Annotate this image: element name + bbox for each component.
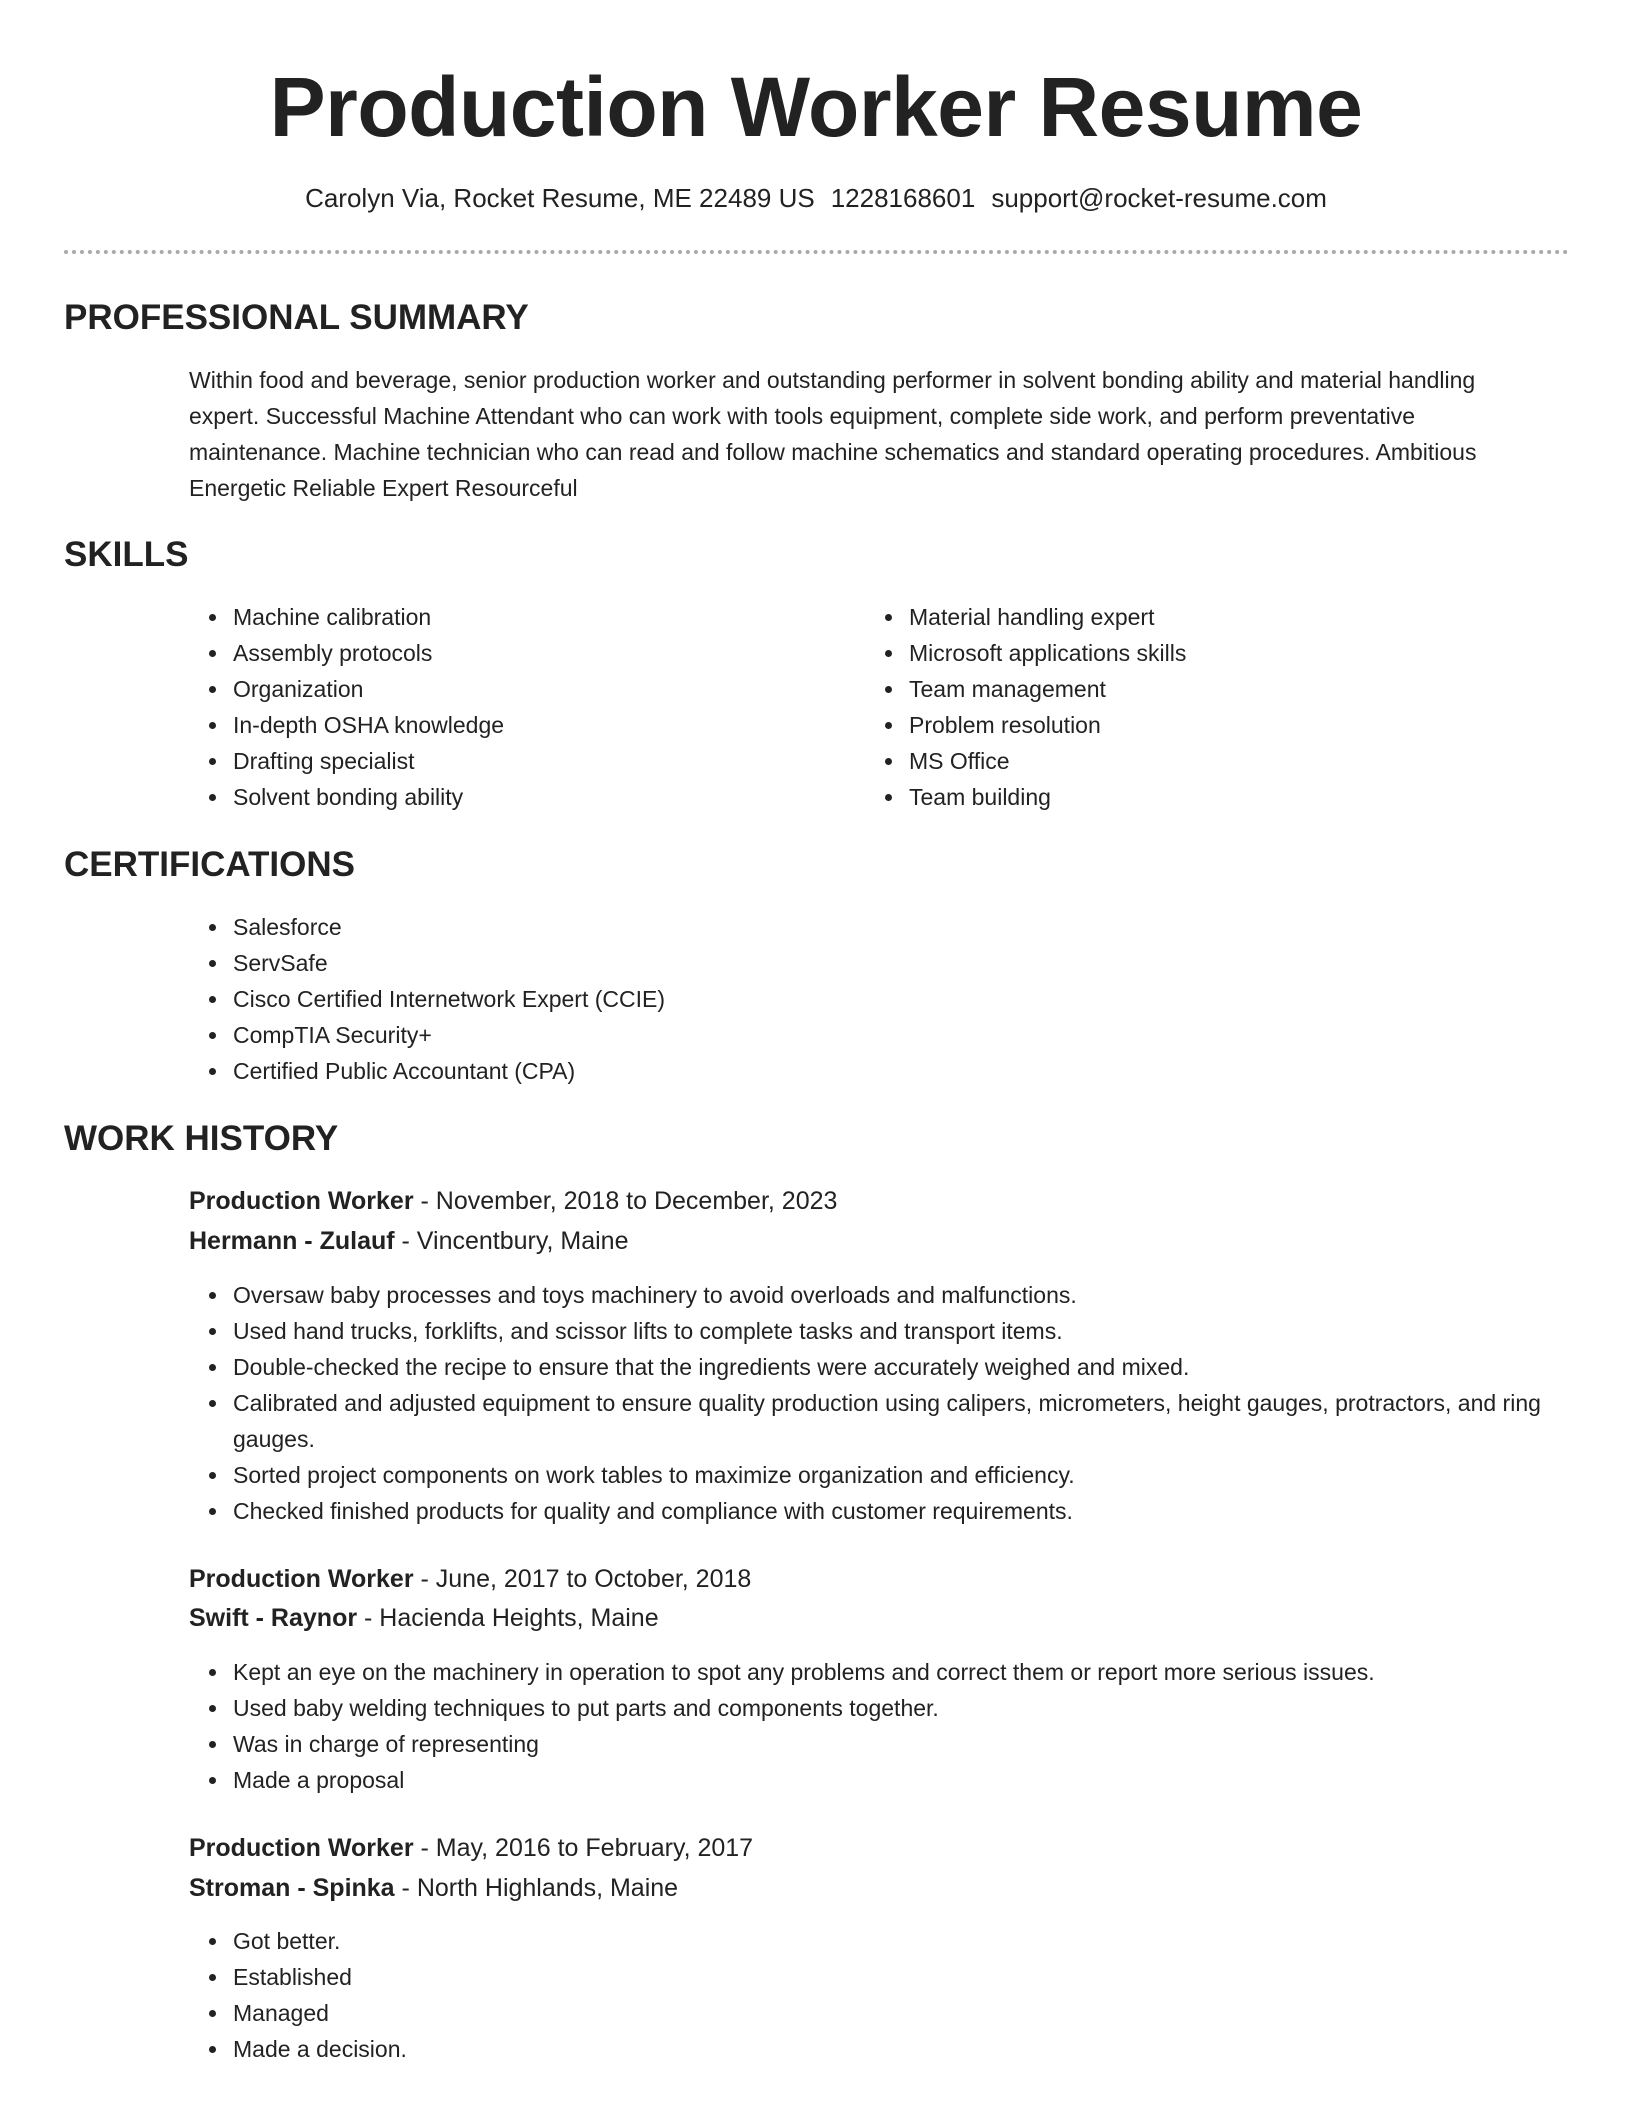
list-item: CompTIA Security+ <box>189 1017 1509 1053</box>
job-title-line <box>189 1829 753 1867</box>
list-item: Certified Public Accountant (CPA) <box>189 1053 1509 1089</box>
job-dates: November, 2018 to December, 2023 <box>435 1187 838 1215</box>
job-dates: May, 2016 to February, 2017 <box>435 1834 754 1862</box>
separator: - <box>413 1565 436 1593</box>
job-title: Production Worker <box>189 1565 414 1593</box>
page-title: Production Worker Resume <box>269 60 1363 154</box>
job-title: Production Worker <box>189 1834 414 1862</box>
job-bullets <box>189 1277 1569 1529</box>
list-item: Machine calibration <box>189 599 809 635</box>
list-item: Problem resolution <box>865 707 1505 743</box>
section-heading-summary: PROFESSIONAL SUMMARY <box>64 298 529 337</box>
list-item: Got better. <box>189 1923 1569 1959</box>
job-location: Hacienda Heights, Maine <box>379 1604 659 1632</box>
list-item: MS Office <box>865 743 1505 779</box>
list-item: Cisco Certified Internetwork Expert (CCIE) <box>189 981 1509 1017</box>
list-item: Made a decision. <box>189 2031 1569 2067</box>
section-heading-work-history: WORK HISTORY <box>64 1119 339 1158</box>
list-item: Sorted project components on work tables to maximize organization and efficiency. <box>189 1457 1569 1493</box>
job-company: Swift - Raynor <box>189 1604 358 1632</box>
job-dates: June, 2017 to October, 2018 <box>435 1565 752 1593</box>
separator: - <box>413 1834 436 1862</box>
list-item: Managed <box>189 1995 1569 2031</box>
job-title-line <box>189 1182 837 1220</box>
list-item: Team management <box>865 671 1505 707</box>
list-item: Was in charge of representing <box>189 1726 1569 1762</box>
job-bullets <box>189 1654 1569 1798</box>
list-item: Used baby welding techniques to put parts and components together. <box>189 1690 1569 1726</box>
skills-list-right <box>865 599 1505 815</box>
job-company: Stroman - Spinka <box>189 1874 395 1902</box>
list-item: Solvent bonding ability <box>189 779 809 815</box>
list-item: Kept an eye on the machinery in operation to spot any problems and correct them or report more serious issues. <box>189 1654 1569 1690</box>
job-company-line <box>189 1599 659 1637</box>
list-item: Salesforce <box>189 909 1509 945</box>
section-heading-certifications: CERTIFICATIONS <box>64 845 356 884</box>
list-item: Oversaw baby processes and toys machinery to avoid overloads and malfunctions. <box>189 1277 1569 1313</box>
list-item: Checked finished products for quality and compliance with customer requirements. <box>189 1493 1569 1529</box>
job-company-line <box>189 1869 678 1907</box>
list-item: Material handling expert <box>865 599 1505 635</box>
certifications-list <box>189 909 1509 1089</box>
summary-text: Within food and beverage, senior production worker and outstanding performer in solvent bonding ability and material handling expert. Successful Machine Attendant who can work with tools equipment, complete side work, and perform preventative maintenance. Machine technician who can read and follow machine schematics and standard operating procedures. Ambitious Energetic Reliable Expert Resourceful <box>189 367 1477 501</box>
section-heading-skills: SKILLS <box>64 535 189 574</box>
job-location: Vincentbury, Maine <box>416 1227 629 1255</box>
list-item: Double-checked the recipe to ensure that the ingredients were accurately weighed and mixed. <box>189 1349 1569 1385</box>
header-divider <box>64 250 1569 254</box>
list-item: In-depth OSHA knowledge <box>189 707 809 743</box>
contact-email: support@rocket-resume.com <box>991 183 1327 213</box>
separator: - <box>394 1874 417 1902</box>
skills-list-left <box>189 599 809 815</box>
contact-line <box>0 180 1632 216</box>
job-title: Production Worker <box>189 1187 414 1215</box>
list-item: ServSafe <box>189 945 1509 981</box>
list-item: Calibrated and adjusted equipment to ensure quality production using calipers, micrometers, height gauges, protractors, and ring gauges. <box>189 1385 1569 1457</box>
list-item: Used hand trucks, forklifts, and scissor lifts to complete tasks and transport items. <box>189 1313 1569 1349</box>
job-title-line <box>189 1560 751 1598</box>
job-company-line <box>189 1222 629 1260</box>
list-item: Made a proposal <box>189 1762 1569 1798</box>
job-company: Hermann - Zulauf <box>189 1227 395 1255</box>
list-item: Assembly protocols <box>189 635 809 671</box>
job-bullets <box>189 1923 1569 2067</box>
list-item: Team building <box>865 779 1505 815</box>
list-item: Microsoft applications skills <box>865 635 1505 671</box>
separator: - <box>357 1604 380 1632</box>
contact-address: Carolyn Via, Rocket Resume, ME 22489 US <box>305 183 815 213</box>
contact-phone: 1228168601 <box>830 183 976 213</box>
separator: - <box>394 1227 417 1255</box>
list-item: Established <box>189 1959 1569 1995</box>
separator: - <box>413 1187 436 1215</box>
list-item: Drafting specialist <box>189 743 809 779</box>
list-item: Organization <box>189 671 809 707</box>
job-location: North Highlands, Maine <box>416 1874 679 1902</box>
